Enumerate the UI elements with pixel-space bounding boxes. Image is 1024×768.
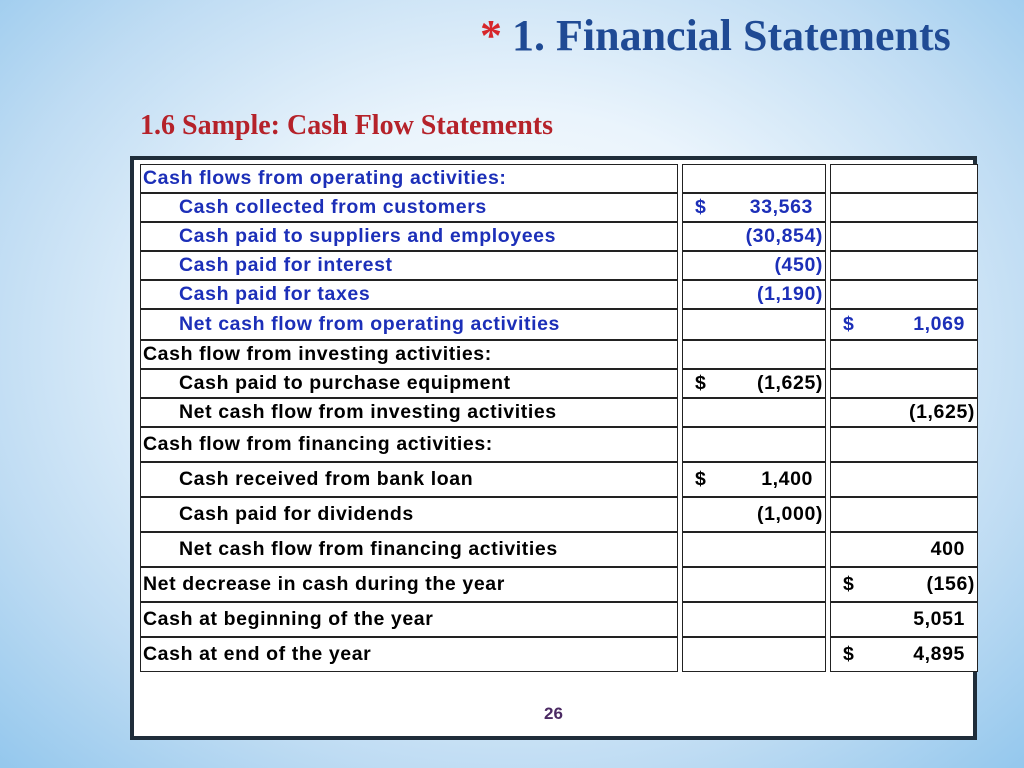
total-amount-cell	[830, 602, 978, 637]
total-amount-cell	[830, 309, 978, 340]
statement-frame	[130, 156, 977, 740]
row-label: Net cash flow from financing activities	[140, 532, 678, 567]
detail-amount-cell	[682, 462, 826, 497]
row-label: Cash flows from operating activities:	[140, 164, 678, 193]
currency-sign: $	[695, 196, 707, 218]
currency-sign: $	[843, 573, 855, 595]
currency-sign: $	[843, 313, 855, 335]
currency-sign: $	[843, 643, 855, 665]
detail-amount-cell	[682, 497, 826, 532]
row-label: Cash paid for interest	[140, 251, 678, 280]
row-label: Cash paid to purchase equipment	[140, 369, 678, 398]
amount-value: (1,190)	[757, 283, 823, 305]
total-amount-cell	[830, 222, 978, 251]
total-amount-cell	[830, 462, 978, 497]
detail-amount-cell	[682, 222, 826, 251]
total-amount-cell	[830, 637, 978, 672]
total-amount-cell	[830, 164, 978, 193]
row-label: Net decrease in cash during the year	[140, 567, 678, 602]
amount-value: 1,400	[761, 468, 813, 490]
amount-value: 33,563	[749, 196, 813, 218]
detail-amount-cell	[682, 637, 826, 672]
row-label: Net cash flow from operating activities	[140, 309, 678, 340]
amount-value: 5,051	[913, 608, 965, 630]
detail-amount-cell	[682, 309, 826, 340]
detail-amount-cell	[682, 427, 826, 462]
slide-title	[480, 8, 951, 64]
detail-amount-cell	[682, 398, 826, 427]
row-label: Cash flow from financing activities:	[140, 427, 678, 462]
currency-sign: $	[695, 468, 707, 490]
amount-value: (30,854)	[745, 225, 823, 247]
row-label: Cash flow from investing activities:	[140, 340, 678, 369]
detail-amount-cell	[682, 193, 826, 222]
total-amount-cell	[830, 251, 978, 280]
total-amount-cell	[830, 567, 978, 602]
amount-value: (156)	[926, 573, 975, 595]
slide-subtitle: 1.6 Sample: Cash Flow Statements	[140, 110, 553, 141]
row-label: Cash paid to suppliers and employees	[140, 222, 678, 251]
amount-value: 4,895	[913, 643, 965, 665]
row-label: Cash received from bank loan	[140, 462, 678, 497]
row-label: Net cash flow from investing activities	[140, 398, 678, 427]
page-number: 26	[544, 704, 563, 723]
total-amount-cell	[830, 497, 978, 532]
row-label: Cash at beginning of the year	[140, 602, 678, 637]
row-label: Cash collected from customers	[140, 193, 678, 222]
total-amount-cell	[830, 427, 978, 462]
amount-value: (1,625)	[757, 372, 823, 394]
currency-sign: $	[695, 372, 707, 394]
total-amount-cell	[830, 369, 978, 398]
detail-amount-cell	[682, 340, 826, 369]
row-label: Cash paid for taxes	[140, 280, 678, 309]
total-amount-cell	[830, 532, 978, 567]
total-amount-cell	[830, 398, 978, 427]
slide-title-text: 1. Financial Statements	[512, 11, 951, 60]
detail-amount-cell	[682, 251, 826, 280]
amount-value: (450)	[774, 254, 823, 276]
detail-amount-cell	[682, 280, 826, 309]
amount-value: 400	[930, 538, 965, 560]
detail-amount-cell	[682, 532, 826, 567]
amount-value: (1,625)	[909, 401, 975, 423]
cash-flow-table	[140, 164, 974, 676]
amount-value: 1,069	[913, 313, 965, 335]
row-label: Cash at end of the year	[140, 637, 678, 672]
total-amount-cell	[830, 340, 978, 369]
detail-amount-cell	[682, 369, 826, 398]
row-label: Cash paid for dividends	[140, 497, 678, 532]
total-amount-cell	[830, 193, 978, 222]
detail-amount-cell	[682, 164, 826, 193]
amount-value: (1,000)	[757, 503, 823, 525]
title-marker: *	[480, 11, 502, 60]
total-amount-cell	[830, 280, 978, 309]
detail-amount-cell	[682, 602, 826, 637]
detail-amount-cell	[682, 567, 826, 602]
